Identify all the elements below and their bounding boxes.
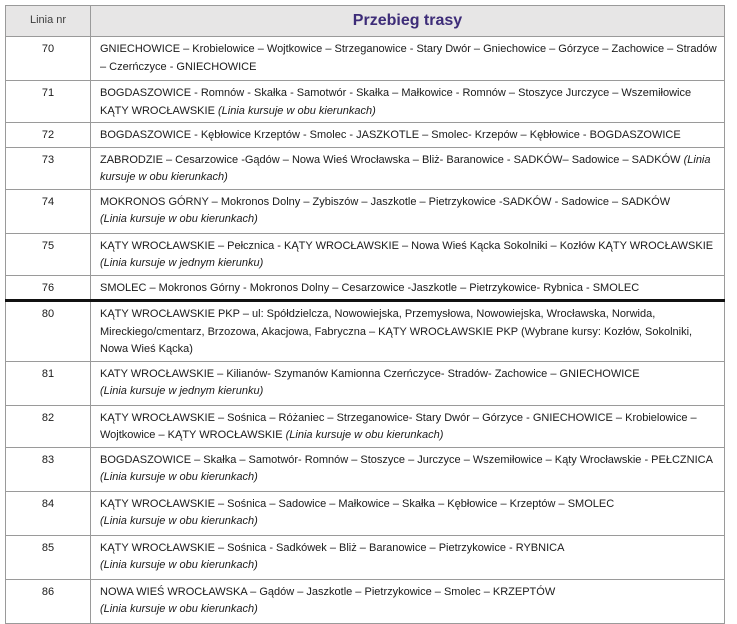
route-cell [91, 405, 725, 447]
route-text: BOGDASZOWICE – Skałka – Samotwór- Romnów – Stoszyce – Jurczyce – Wszemiłowice – Kąty Wrocławskie - PEŁCZNICA [100, 453, 713, 466]
route-cell [91, 147, 725, 189]
line-number: 86 [6, 579, 91, 623]
route-cell [91, 81, 725, 123]
line-number: 73 [6, 147, 91, 189]
line-number: 72 [6, 123, 91, 148]
line-number: 71 [6, 81, 91, 123]
line-number: 81 [6, 361, 91, 405]
route-text: KĄTY WROCŁAWSKIE PKP – ul: Spółdzielcza, Nowowiejska, Przemysłowa, Nowowiejska, Wrocławska, Norwida, Mireckiego/cmentarz, Brzozowa, Akacjowa, Fabryczna – KĄTY WROCŁAWSKIE PKP (Wybrane kursy: Kozłów, Sokolniki, Nowa Wieś Kącka) [100, 308, 693, 355]
route-note: (Linia kursuje w obu kierunkach) [100, 515, 258, 527]
route-note: (Linia kursuje w obu kierunkach) [100, 471, 258, 483]
table-row [6, 405, 725, 447]
table-row [6, 275, 725, 301]
line-number: 70 [6, 37, 91, 81]
route-text: KĄTY WROCŁAWSKIE – Sośnica – Różaniec – Strzeganowice- Stary Dwór – Górzyce - GNIECHOWICE – Krobielowice – Wojtkowice – KĄTY WROCŁAWSKIE [100, 411, 697, 441]
line-number: 85 [6, 535, 91, 579]
route-text: KĄTY WROCŁAWSKIE – Sośnica - Sadkówek – Bliż – Baranowice – Pietrzykowice - RYBNICA [100, 541, 565, 554]
table-row [6, 301, 725, 362]
route-text: KATY WROCŁAWSKIE – Kilianów- Szymanów Kamionna Czerńczyce- Stradów- Zachowice – GNIECHOWICE [100, 367, 640, 380]
line-number: 82 [6, 405, 91, 447]
line-number: 83 [6, 447, 91, 491]
table-row [6, 189, 725, 233]
route-cell [91, 361, 725, 405]
route-cell [91, 189, 725, 233]
route-text: GNIECHOWICE – Krobielowice – Wojtkowice – Strzeganowice - Stary Dwór – Gniechowice – Górzyce – Zachowice – Stradów – Czerńczyce - GNIECHOWICE [100, 43, 717, 73]
route-note: (Linia kursuje w obu kierunkach) [285, 429, 444, 441]
route-text: BOGDASZOWICE - Kębłowice Krzeptów - Smolec - JASZKOTLE – Smolec- Krzepów – Kębłowice - BOGDASZOWICE [100, 129, 681, 141]
route-text: ZABRODZIE – Cesarzowice -Gądów – Nowa Wieś Wrocławska – Bliż- Baranowice - SADKÓW– Sadowice – SADKÓW [100, 153, 681, 166]
table-row [6, 579, 725, 623]
table-row [6, 447, 725, 491]
route-cell [91, 275, 725, 301]
table-row [6, 147, 725, 189]
line-number-header: Linia nr [6, 6, 91, 37]
route-text: NOWA WIEŚ WROCŁAWSKA – Gądów – Jaszkotle – Pietrzykowice – Smolec – KRZEPTÓW [100, 585, 556, 598]
table-row [6, 37, 725, 81]
route-cell [91, 233, 725, 275]
table-row [6, 361, 725, 405]
table-row [6, 81, 725, 123]
line-number: 74 [6, 189, 91, 233]
routes-table [5, 5, 725, 624]
line-number: 75 [6, 233, 91, 275]
table-row [6, 491, 725, 535]
route-text: KĄTY WROCŁAWSKIE – Sośnica – Sadowice – Małkowice – Skałka – Kębłowice – Krzeptów – SMOLEC [100, 497, 615, 510]
route-header: Przebieg trasy [91, 6, 725, 37]
line-number: 80 [6, 301, 91, 362]
route-note: (Linia kursuje w jednym kierunku) [100, 385, 264, 397]
line-number: 76 [6, 275, 91, 301]
route-cell [91, 535, 725, 579]
route-note: (Linia kursuje w obu kierunkach) [100, 153, 711, 183]
table-row [6, 123, 725, 148]
route-text: MOKRONOS GÓRNY – Mokronos Dolny – Zybiszów – Jaszkotle – Pietrzykowice -SADKÓW - Sadowice – SADKÓW [100, 195, 671, 208]
route-cell [91, 123, 725, 148]
header-row [6, 6, 725, 37]
route-note: (Linia kursuje w obu kierunkach) [217, 104, 376, 117]
route-text: KĄTY WROCŁAWSKIE – Pełcznica - KĄTY WROCŁAWSKIE – Nowa Wieś Kącka Sokolniki – Kozłów KĄTY WROCŁAWSKIE [100, 239, 714, 252]
route-cell [91, 447, 725, 491]
route-note: (Linia kursuje w obu kierunkach) [100, 213, 258, 225]
table-row [6, 233, 725, 275]
route-note: (Linia kursuje w obu kierunkach) [100, 603, 258, 615]
route-note: (Linia kursuje w obu kierunkach) [100, 559, 258, 571]
table-row [6, 535, 725, 579]
route-note: (Linia kursuje w jednym kierunku) [100, 257, 264, 269]
route-text: SMOLEC – Mokronos Górny - Mokronos Dolny – Cesarzowice -Jaszkotle – Pietrzykowice- Rybnica - SMOLEC [100, 281, 640, 294]
route-cell [91, 579, 725, 623]
route-cell [91, 37, 725, 81]
route-cell [91, 301, 725, 362]
line-number: 84 [6, 491, 91, 535]
route-cell [91, 491, 725, 535]
route-text: BOGDASZOWICE - Romnów - Skałka - Samotwór - Skałka – Małkowice - Romnów – Stoszyce Jurczyce – Wszemiłowice KĄTY WROCŁAWSKIE [100, 87, 692, 117]
